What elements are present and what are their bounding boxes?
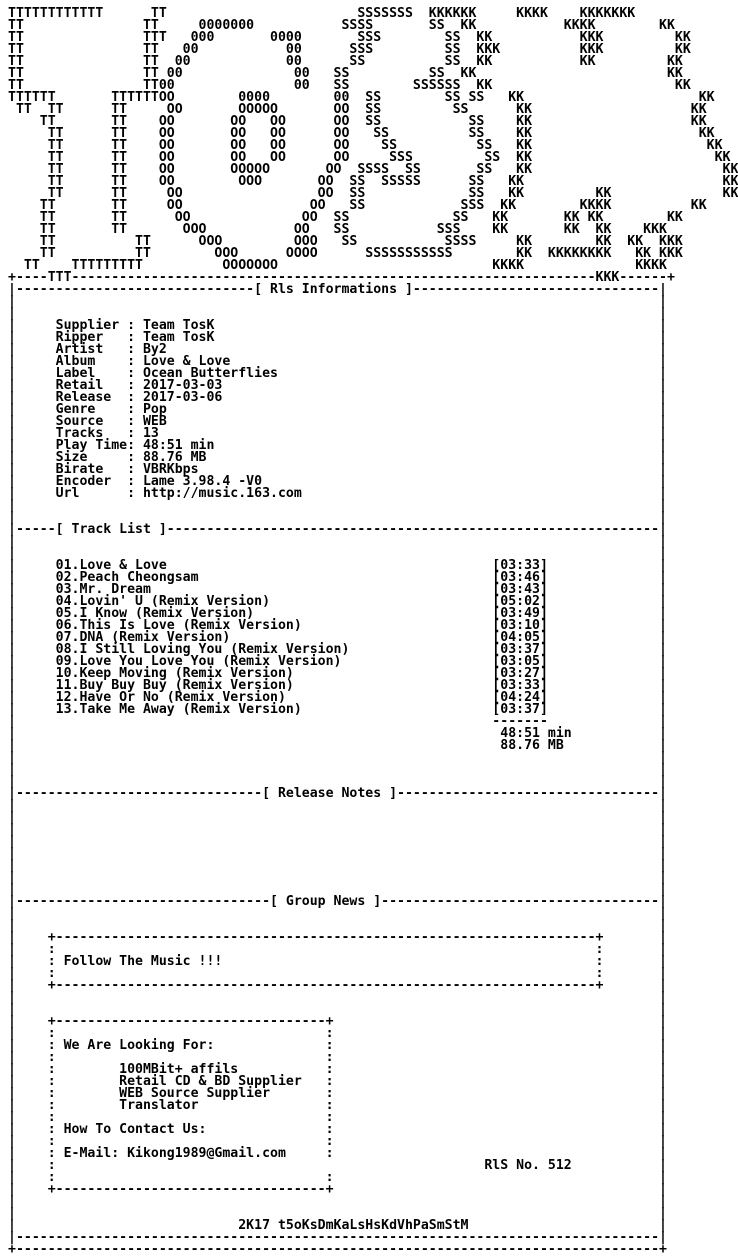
top-divider: +----TTT------------------------------------------------------------------KKK------+: [8, 270, 675, 285]
info-row: | Retail : 2017-03-03 |: [8, 378, 667, 393]
tracklist-header: |-----[ Track List ]--------------------------------------------------------------|: [8, 522, 667, 537]
contact-box-border: | +----------------------------------+ |: [8, 1014, 667, 1029]
blank-line: | |: [8, 798, 667, 813]
logo-ascii-line: TT TT OO OO SS SS KK KK KK KK: [8, 210, 683, 225]
track-row: | 13.Take Me Away (Remix Version) [03:37] |: [8, 702, 667, 717]
looking-for-item: | : Translator : |: [8, 1098, 667, 1113]
total-size: | 88.76 MB |: [8, 738, 667, 753]
looking-for-item: | : 100MBit+ affils : |: [8, 1062, 667, 1077]
track-row: | 03.Mr. Dream [03:43] |: [8, 582, 667, 597]
track-row: | 11.Buy Buy Buy (Remix Version) [03:33] |: [8, 678, 667, 693]
logo-ascii-line: TT TT 00 00 SS SS KK KK: [8, 66, 683, 81]
blank-line: | |: [8, 510, 667, 525]
looking-for-item: | : Retail CD & BD Supplier : |: [8, 1074, 667, 1089]
track-row: | 07.DNA (Remix Version) [04:05] |: [8, 630, 667, 645]
blank-line: | |: [8, 774, 667, 789]
logo-ascii-line: TT TT OO OO SS SS KK KK KK: [8, 186, 738, 201]
contact-box-line: | : : |: [8, 1110, 667, 1125]
blank-line: | |: [8, 306, 667, 321]
follow-box-border: | +--------------------------------------------------------------------+ |: [8, 930, 667, 945]
track-row: | 10.Keep Moving (Remix Version) [03:27] |: [8, 666, 667, 681]
info-row: | Size : 88.76 MB |: [8, 450, 667, 465]
logo-ascii-line: TTTTTTTTTTTT TT SSSSSSS KKKKKK KKKK KKKKKKK: [8, 6, 636, 21]
track-row: | 04.Lovin' U (Remix Version) [05:02] |: [8, 594, 667, 609]
blank-line: | |: [8, 918, 667, 933]
track-row: | 08.I Still Loving You (Remix Version) [03:37] |: [8, 642, 667, 657]
logo-ascii-line: TT TT OO OO OO OO SS SS KK KK: [8, 126, 715, 141]
info-row: | Birate : VBRKbps |: [8, 462, 667, 477]
follow-box-line: | : : |: [8, 942, 667, 957]
info-row: | Source : WEB |: [8, 414, 667, 429]
logo-ascii-line: TT TT OOO OOO SS SSSS KK KK KK KKK: [8, 234, 683, 249]
footer-signature: | 2K17 t5oKsDmKaLsHsKdVhPaSmStM |: [8, 1218, 667, 1233]
logo-ascii-line: TT TT 0000000 SSSS SS KK KKKK KK: [8, 18, 675, 33]
logo-ascii-line: TT TT OO OO OO OO SS SS KK KK: [8, 138, 723, 153]
logo-ascii-line: TT TT OO OO OO OO SSS SS KK KK: [8, 150, 731, 165]
blank-line: | |: [8, 546, 667, 561]
rls-number-line: | : RlS No. 512 |: [8, 1158, 667, 1173]
release-notes-header: |-------------------------------[ Release Notes ]---------------------------------|: [8, 786, 667, 801]
logo-ascii-line: TT TT OO OOO OO SS SSSSS SS KK KK: [8, 174, 738, 189]
blank-line: | |: [8, 1194, 667, 1209]
blank-line: | |: [8, 534, 667, 549]
info-row: | Tracks : 13 |: [8, 426, 667, 441]
logo-ascii-line: TT TTT 000 0000 SSS SS KK KKK KK: [8, 30, 691, 45]
bottom-border: +---------------------------------------------------------------------------------+: [8, 1242, 667, 1257]
info-row: | Encoder : Lame 3.98.4 -V0 |: [8, 474, 667, 489]
info-row: | Url : http://music.163.com |: [8, 486, 667, 501]
rls-info-header: |------------------------------[ Rls Informations ]-------------------------------|: [8, 282, 667, 297]
track-row: | 01.Love & Love [03:33] |: [8, 558, 667, 573]
contact-box-line: | : : |: [8, 1026, 667, 1041]
follow-box-line: | : : |: [8, 966, 667, 981]
blank-line: | |: [8, 294, 667, 309]
bottom-rule: |---------------------------------------------------------------------------------|: [8, 1230, 667, 1245]
logo-ascii-line: TT TT OO OOOOO OO SSSS SS SS KK KK: [8, 162, 738, 177]
logo-ascii-line: TT TT OOO OO SS SSS KK KK KK KKK: [8, 222, 667, 237]
blank-line: | |: [8, 846, 667, 861]
nfo-document: [0, 6, 738, 1257]
info-row: | Release : 2017-03-06 |: [8, 390, 667, 405]
blank-line: | |: [8, 834, 667, 849]
contact-box-border: | +----------------------------------+ |: [8, 1182, 667, 1197]
info-row: | Supplier : Team TosK |: [8, 318, 667, 333]
logo-ascii-line: TT TT OO OO SS SSS KK KKKK KK: [8, 198, 707, 213]
track-row: | 05.I Know (Remix Version) [03:49] |: [8, 606, 667, 621]
looking-for-title: | : We Are Looking For: : |: [8, 1038, 667, 1053]
blank-line: | |: [8, 822, 667, 837]
logo-ascii-line: TT TT 00 00 SS SS KK KK KK: [8, 54, 683, 69]
info-row: | Label : Ocean Butterflies |: [8, 366, 667, 381]
logo-ascii-line: TTTTTT TTTTTTOO 0000 00 SS SS SS KK KK: [8, 90, 715, 105]
info-row: | Ripper : Team TosK |: [8, 330, 667, 345]
looking-for-item: | : WEB Source Supplier : |: [8, 1086, 667, 1101]
blank-line: | |: [8, 1002, 667, 1017]
logo-ascii-line: TT TT OOO OOOO SSSSSSSSSSS KK KKKKKKKK KK KKK: [8, 246, 683, 261]
contact-box-line: | : : |: [8, 1134, 667, 1149]
blank-line: | |: [8, 810, 667, 825]
total-time: | 48:51 min |: [8, 726, 667, 741]
blank-line: | |: [8, 990, 667, 1005]
info-row: | Album : Love & Love |: [8, 354, 667, 369]
logo-ascii-line: TT TT00 00 SS SSSSSS KK KK: [8, 78, 691, 93]
blank-line: | |: [8, 870, 667, 885]
logo-ascii-line: TT TT OO OO OO OO SS SS KK KK: [8, 114, 707, 129]
blank-line: | |: [8, 750, 667, 765]
info-row: | Play Time: 48:51 min |: [8, 438, 667, 453]
track-row: | 02.Peach Cheongsam [03:46] |: [8, 570, 667, 585]
contact-box-line: | : : |: [8, 1170, 667, 1185]
follow-box-border: | +--------------------------------------------------------------------+ |: [8, 978, 667, 993]
group-news-header: |--------------------------------[ Group News ]-----------------------------------|: [8, 894, 667, 909]
blank-line: | |: [8, 762, 667, 777]
info-row: | Artist : By2 |: [8, 342, 667, 357]
logo-ascii-line: TT TTTTTTTTT OOOOOOO KKKK KKKK: [8, 258, 667, 273]
logo-ascii-line: TT TT 00 00 SSS SS KKK KKK KK: [8, 42, 691, 57]
total-rule: | ------- |: [8, 714, 667, 729]
email-line: | : E-Mail: Kikong1989@Gmail.com : |: [8, 1146, 667, 1161]
contact-title: | : How To Contact Us: : |: [8, 1122, 667, 1137]
track-row: | 12.Have Or No (Remix Version) [04:24] |: [8, 690, 667, 705]
track-row: | 09.Love You Love You (Remix Version) [03:05] |: [8, 654, 667, 669]
blank-line: | |: [8, 1206, 667, 1221]
blank-line: | |: [8, 498, 667, 513]
contact-box-line: | : : |: [8, 1050, 667, 1065]
follow-text-line: | : Follow The Music !!! : |: [8, 954, 667, 969]
blank-line: | |: [8, 906, 667, 921]
logo-ascii-line: TT TT TT OO OOOOO OO SS SS KK KK: [8, 102, 707, 117]
track-row: | 06.This Is Love (Remix Version) [03:10] |: [8, 618, 667, 633]
blank-line: | |: [8, 882, 667, 897]
blank-line: | |: [8, 858, 667, 873]
info-row: | Genre : Pop |: [8, 402, 667, 417]
